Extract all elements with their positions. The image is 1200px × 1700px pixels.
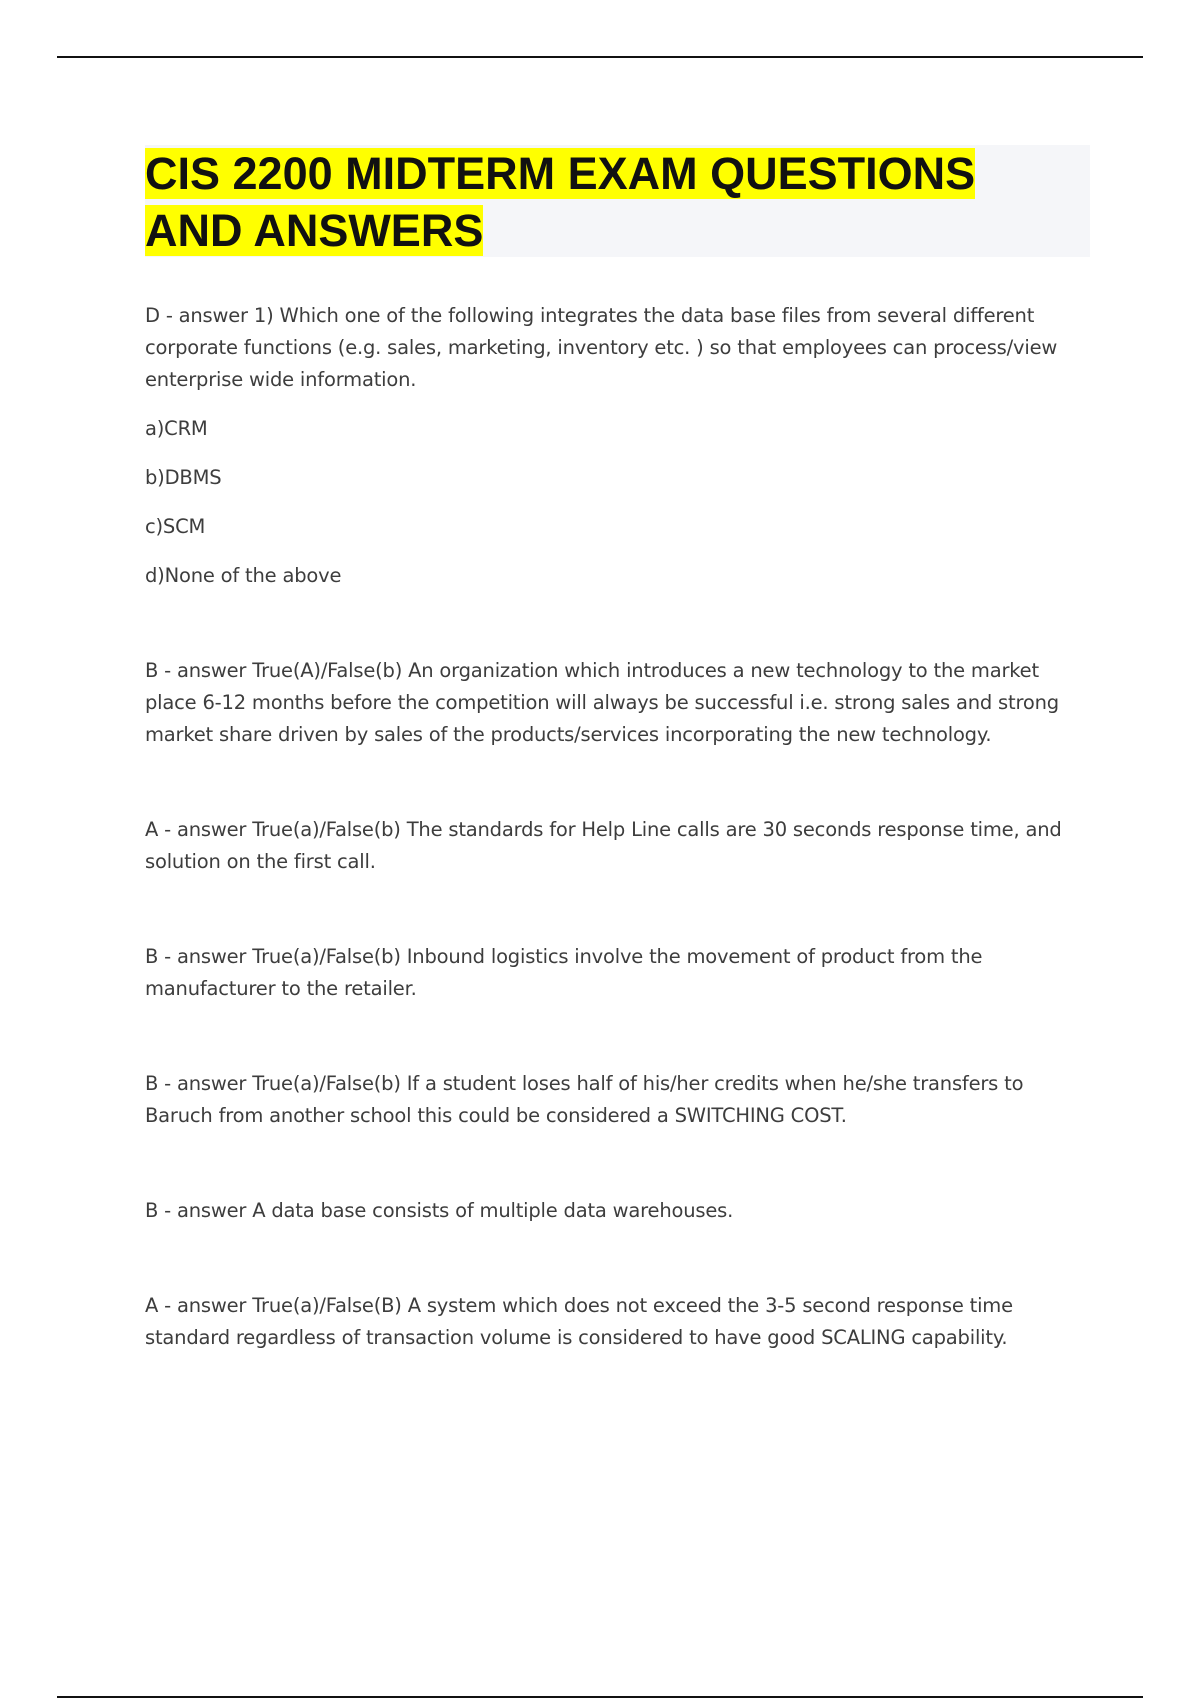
document-title	[145, 145, 1090, 259]
question-item	[145, 814, 1090, 878]
question-list	[145, 300, 1090, 1354]
question-item	[145, 1290, 1090, 1354]
answer-option: d)None of the above	[145, 564, 342, 587]
answer-option: b)DBMS	[145, 466, 222, 489]
question-text: B - answer True(a)/False(b) Inbound logistics involve the movement of product from the manufacturer to the retailer.	[145, 945, 983, 1000]
answer-option: a)CRM	[145, 417, 208, 440]
header-rule	[57, 56, 1143, 58]
answer-option: c)SCM	[145, 515, 206, 538]
title-line-1: CIS 2200 MIDTERM EXAM QUESTIONS	[145, 148, 976, 199]
title-line-2: AND ANSWERS	[145, 205, 484, 256]
question-text: B - answer A data base consists of multiple data warehouses.	[145, 1199, 734, 1222]
question-item	[145, 300, 1090, 592]
question-text: B - answer True(A)/False(b) An organization which introduces a new technology to the market place 6-12 months before the competition will always be successful i.e. strong sales and strong market share driven by sales of the products/services incorporating the new technology.	[145, 659, 1059, 746]
question-item	[145, 655, 1090, 751]
question-item	[145, 1068, 1090, 1132]
title-block	[145, 145, 1090, 257]
question-text: A - answer True(a)/False(B) A system which does not exceed the 3-5 second response time standard regardless of transaction volume is considered to have good SCALING capability.	[145, 1294, 1013, 1349]
footer-rule	[57, 1696, 1143, 1698]
question-text: B - answer True(a)/False(b) If a student loses half of his/her credits when he/she transfers to Baruch from another school this could be considered a SWITCHING COST.	[145, 1072, 1024, 1127]
question-text: D - answer 1) Which one of the following integrates the data base files from several different corporate functions (e.g. sales, marketing, inventory etc. ) so that employees can process/view enterprise wide information.	[145, 304, 1058, 391]
question-text: A - answer True(a)/False(b) The standards for Help Line calls are 30 seconds response time, and solution on the first call.	[145, 818, 1062, 873]
question-item	[145, 1195, 1090, 1227]
question-item	[145, 941, 1090, 1005]
